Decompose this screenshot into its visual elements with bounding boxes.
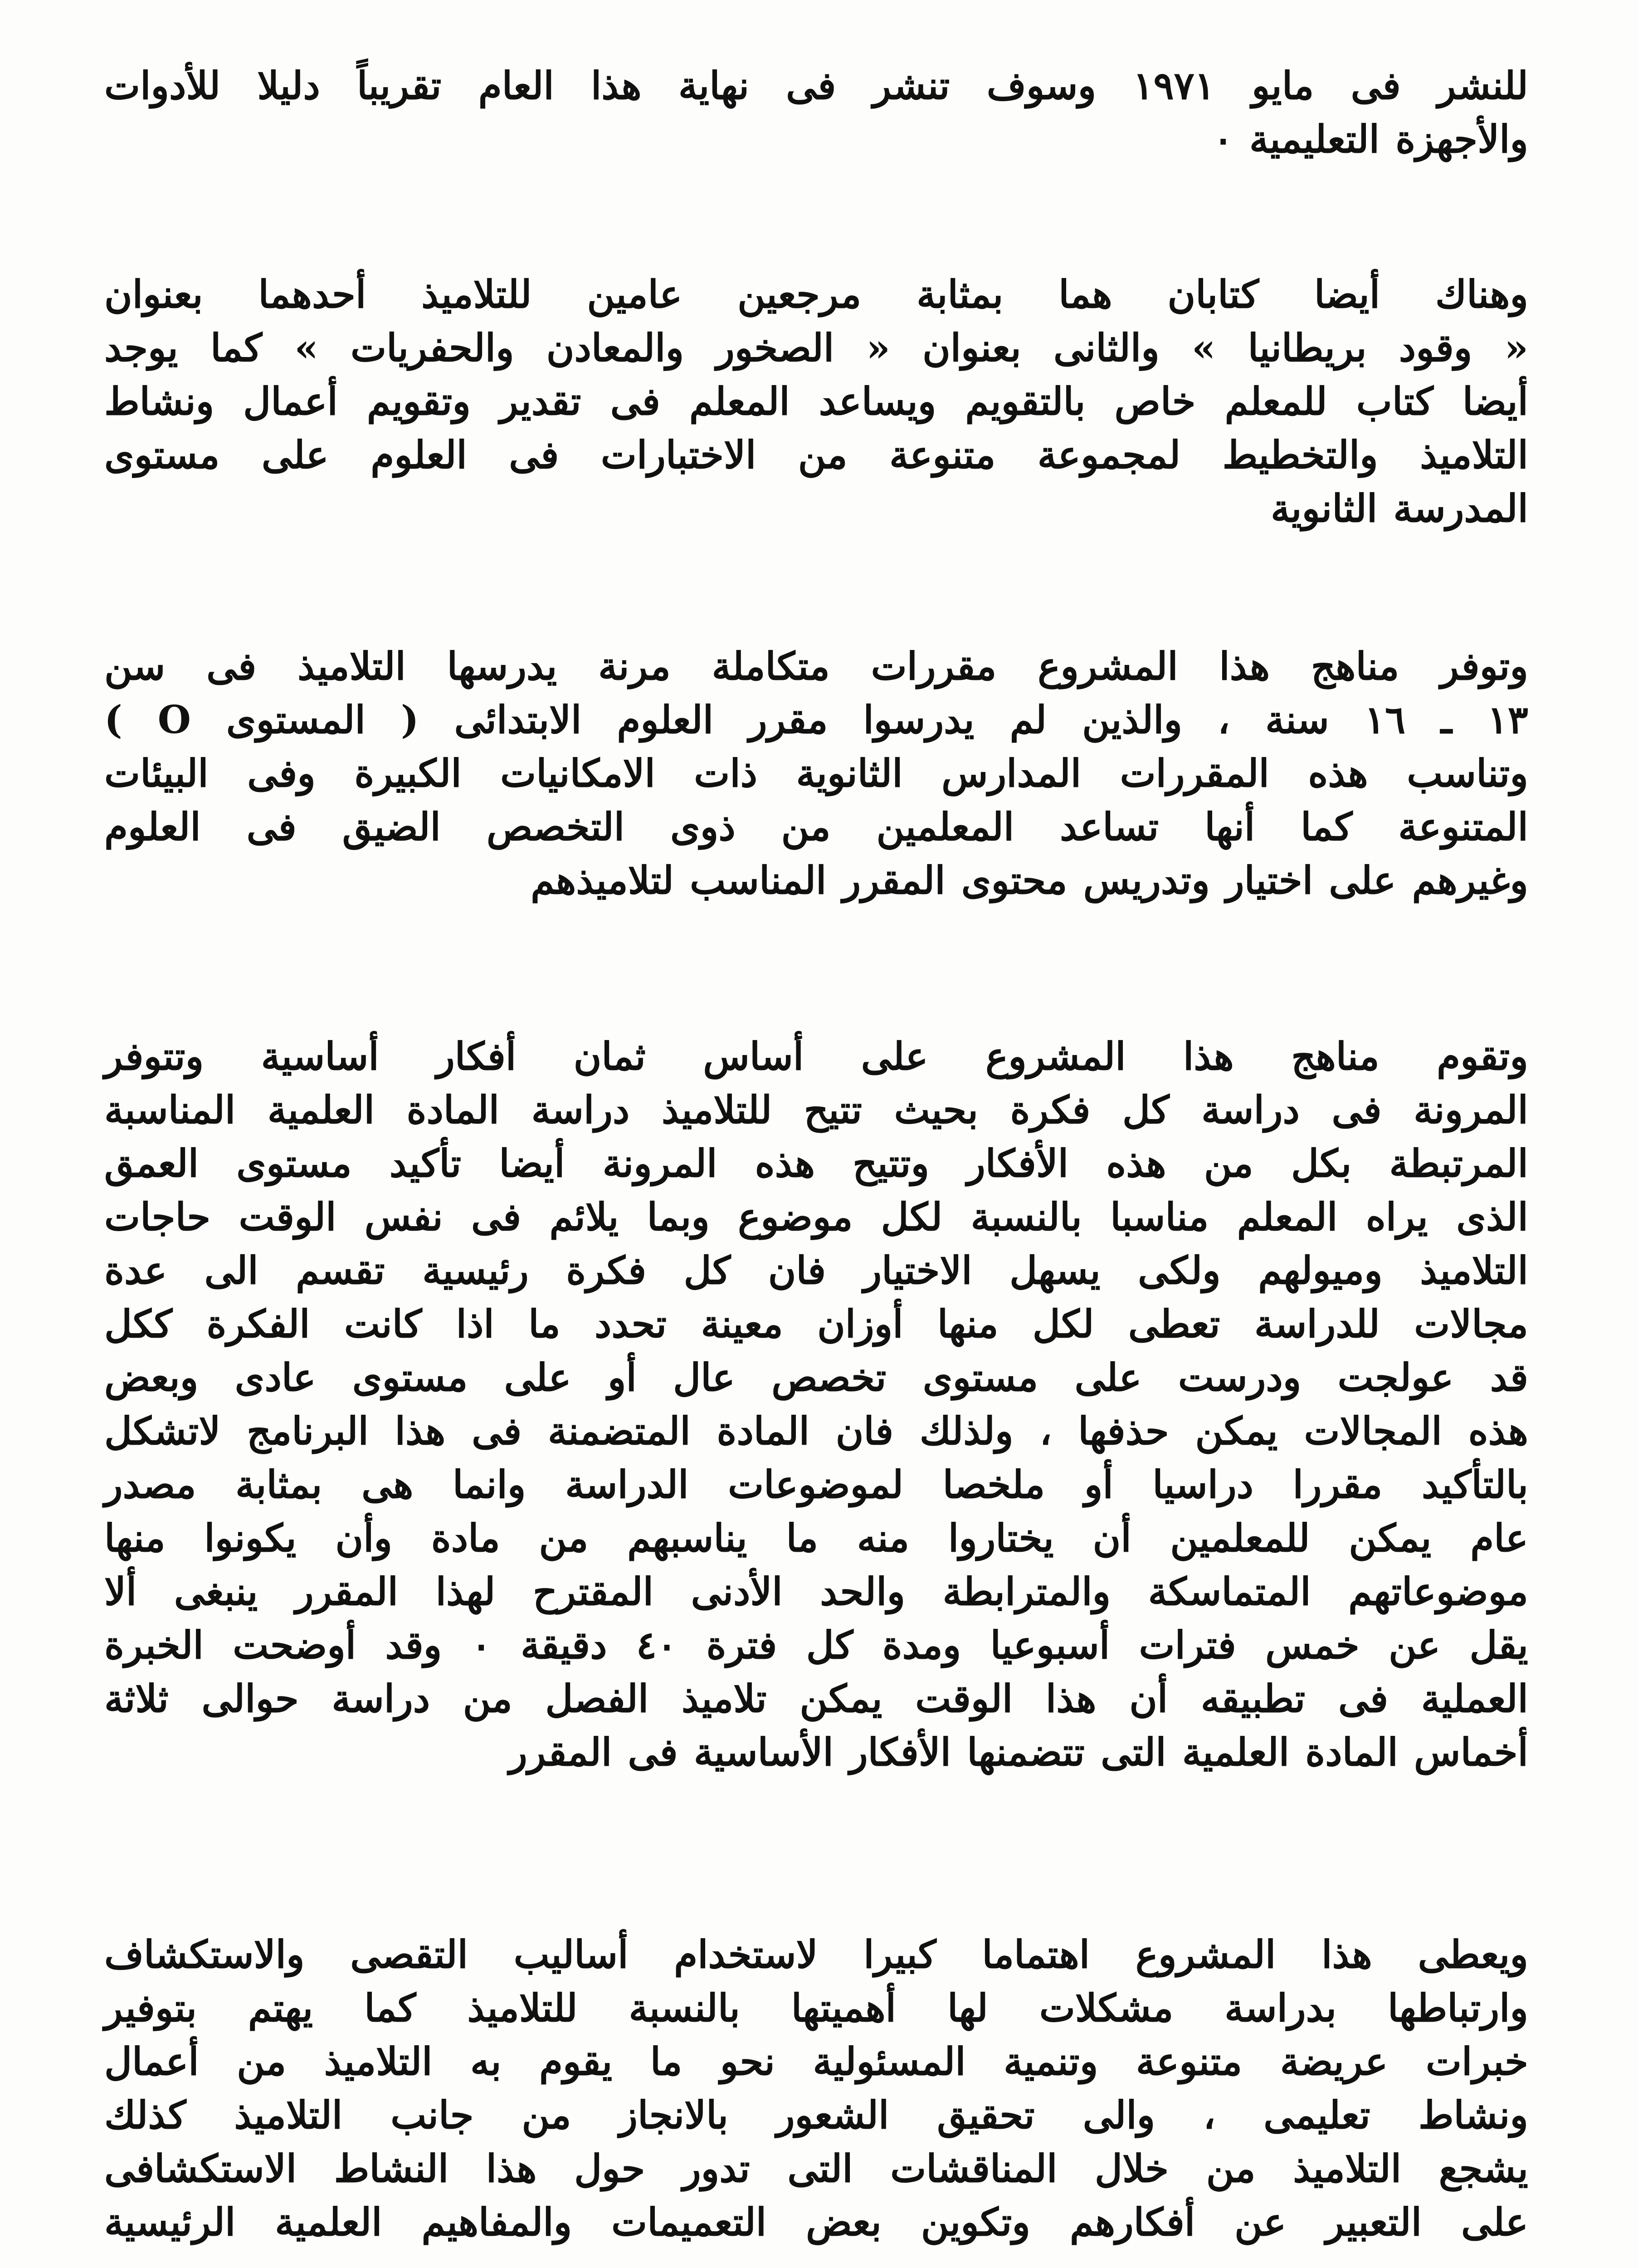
text-line: وتقوم مناهج هذا المشروع على أساس ثمان أفكار أساسية وتتوفر (104, 1034, 1528, 1079)
text-line: الذى يراه المعلم مناسبا بالنسبة لكل موضوع وبما يلائم فى نفس الوقت حاجات (104, 1194, 1528, 1239)
text-line: وغيرهم على اختيار وتدريس محتوى المقرر المناسب لتلاميذهم (531, 858, 1528, 903)
paragraph-3 (104, 640, 1528, 907)
text-line: وهناك أيضا كتابان هما بمثابة مرجعين عامين للتلاميذ أحدهما بعنوان (104, 272, 1528, 317)
text-line: قد عولجت ودرست على مستوى تخصص عال أو على مستوى عادى وبعض (104, 1355, 1528, 1400)
text-line: التلاميذ والتخطيط لمجموعة متنوعة من الاختبارات فى العلوم على مستوى (104, 432, 1528, 477)
text-line: المدرسة الثانوية (1271, 486, 1528, 531)
text-line: وارتباطها بدراسة مشكلات لها أهميتها بالنسبة للتلاميذ كما يهتم بتوفير (104, 1985, 1528, 2030)
text-line: ١٣ ـ ١٦ سنة ، والذين لم يدرسوا مقرر العلوم الابتدائى ( المستوى O ) (104, 697, 1528, 742)
paragraph-2 (104, 268, 1528, 535)
text-line: مجالات للدراسة تعطى لكل منها أوزان معينة تحدد ما اذا كانت الفكرة ككل (104, 1301, 1528, 1346)
text-line: التلاميذ وميولهم ولكى يسهل الاختيار فان كل فكرة رئيسية تقسم الى عدة (104, 1248, 1528, 1293)
text-line: يشجع التلاميذ من خلال المناقشات التى تدور حول هذا النشاط الاستكشافى (104, 2146, 1528, 2191)
text-line: للنشر فى مايو ١٩٧١ وسوف تنشر فى نهاية هذا العام تقريباً دليلا للأدوات (104, 63, 1528, 108)
text-line: عام يمكن للمعلمين أن يختاروا منه ما يناسبهم من مادة وأن يكونوا منها (104, 1515, 1528, 1560)
text-line: خبرات عريضة متنوعة وتنمية المسئولية نحو ما يقوم به التلاميذ من أعمال (104, 2039, 1528, 2084)
text-line: موضوعاتهم المتماسكة والمترابطة والحد الأدنى المقترح لهذا المقرر ينبغى ألا (104, 1569, 1528, 1614)
text-line: وتوفر مناهج هذا المشروع مقررات متكاملة مرنة يدرسها التلاميذ فى سن (104, 644, 1528, 689)
text-line: ويعطى هذا المشروع اهتماما كبيرا لاستخدام أساليب التقصى والاستكشاف (104, 1932, 1528, 1977)
text-line: هذه المجالات يمكن حذفها ، ولذلك فان المادة المتضمنة فى هذا البرنامج لاتشكل (104, 1408, 1528, 1453)
text-line: والأجهزة التعليمية ٠ (1213, 117, 1528, 161)
text-line: العملية فى تطبيقه أن هذا الوقت يمكن تلاميذ الفصل من دراسة حوالى ثلاثة (104, 1676, 1528, 1721)
paragraph-4 (104, 1030, 1528, 1779)
text-line: المرونة فى دراسة كل فكرة بحيث تتيح للتلاميذ دراسة المادة العلمية المناسبة (104, 1087, 1528, 1132)
text-line: ونشاط تعليمى ، والى تحقيق الشعور بالانجاز من جانب التلاميذ كذلك (104, 2092, 1528, 2137)
paragraph-1 (104, 59, 1528, 166)
text-line: المتنوعة كما أنها تساعد المعلمين من ذوى التخصص الضيق فى العلوم (104, 804, 1528, 849)
paragraph-5 (104, 1928, 1528, 2249)
text-line: المرتبطة بكل من هذه الأفكار وتتيح هذه المرونة أيضا تأكيد مستوى العمق (104, 1141, 1528, 1186)
text-line: بالتأكيد مقررا دراسيا أو ملخصا لموضوعات الدراسة وانما هى بمثابة مصدر (104, 1462, 1528, 1507)
text-line: « وقود بريطانيا » والثانى بعنوان « الصخور والمعادن والحفريات » كما يوجد (104, 325, 1528, 370)
text-line: أخماس المادة العلمية التى تتضمنها الأفكار الأساسية فى المقرر (509, 1730, 1528, 1774)
text-line: وتناسب هذه المقررات المدارس الثانوية ذات الامكانيات الكبيرة وفى البيئات (104, 751, 1528, 796)
text-line: على التعبير عن أفكارهم وتكوين بعض التعميمات والمفاهيم العلمية الرئيسية (104, 2200, 1528, 2244)
text-line: يقل عن خمس فترات أسبوعيا ومدة كل فترة ٤٠ دقيقة ٠ وقد أوضحت الخبرة (104, 1623, 1528, 1667)
text-line: أيضا كتاب للمعلم خاص بالتقويم ويساعد المعلم فى تقدير وتقويم أعمال ونشاط (104, 379, 1528, 424)
